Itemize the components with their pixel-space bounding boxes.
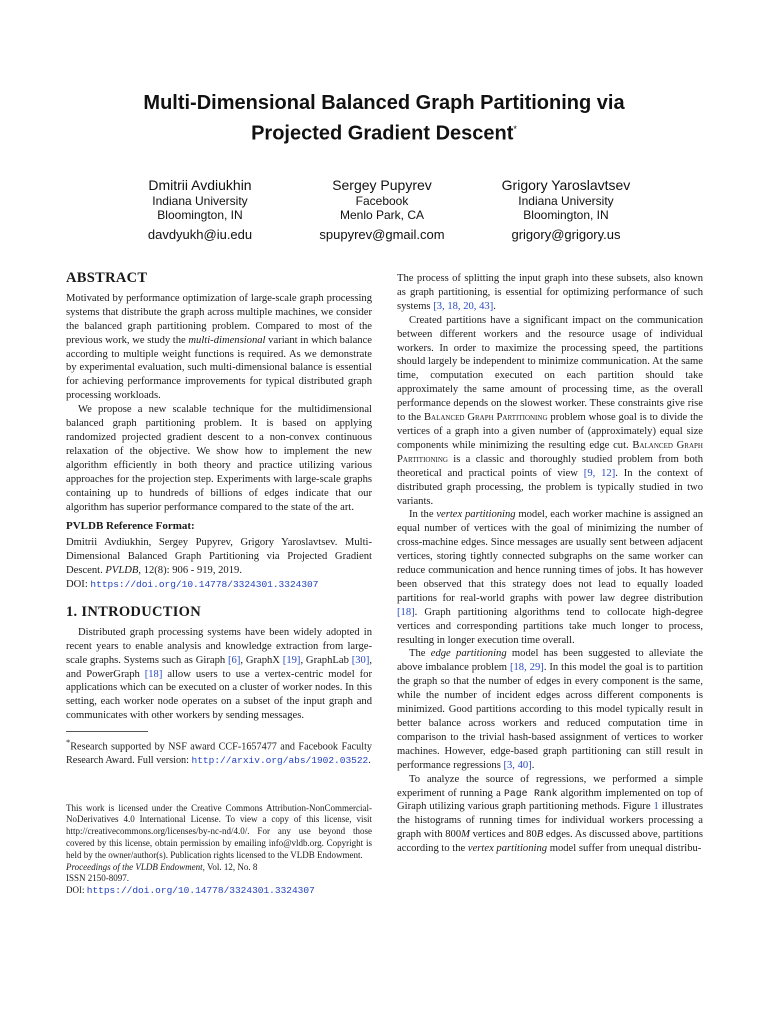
author-affiliation: Facebook: [355, 194, 409, 208]
pvldb-reference: Dmitrii Avdiukhin, Sergey Pupyrev, Grigory Yaroslavtsev. Multi-Dimensional Balanced Graph Partitioning via Projected Gradient Descent. PVLDB, 12(8): 906 - 919, 2019. DOI: https://doi.org/10.14778/3324301.3324307: [66, 537, 372, 591]
problem-name: Balanced Graph Partitioning: [397, 439, 703, 465]
figure-link[interactable]: 1: [653, 801, 659, 813]
title-line-2: Projected Gradient Descent*: [251, 122, 517, 145]
author-email: davdyukh@iu.edu: [147, 227, 253, 242]
author-email: grigory@grigory.us: [511, 227, 621, 242]
right-column: [397, 272, 703, 856]
body-paragraph-3: In the vertex partitioning model, each worker machine is assigned an equal number of vertices with the goal of minimizing the number of cross-machine edges. Since messages are usually sent between adjacent vertices, storing tightly connected subgraphs on the same worker can reduce communication and hence running times of jobs. It has however been observed that this strategy does not lead to equally loaded partitions for real-world graphs with power law degree distribution [18]. Graph partitioning algorithms tend to collocate high-degree vertices and corresponding partitions take much longer to process, resulting in longer execution time overall.: [397, 509, 703, 646]
body-paragraph-1: The process of splitting the input graph into these subsets, also known as graph partitioning, is essential for optimizing performance of such systems [3, 18, 20, 43].: [397, 273, 703, 312]
abstract-heading: ABSTRACT: [66, 270, 148, 286]
author-location: Bloomington, IN: [157, 208, 243, 222]
citation-link[interactable]: [18, 29]: [509, 662, 544, 674]
code-term: Page Rank: [503, 787, 558, 799]
left-column: [66, 272, 372, 897]
paper-title: [0, 90, 768, 147]
body-paragraph-4: The edge partitioning model has been suggested to alleviate the above imbalance problem [18, 29]. In this model the goal is to partition the graph so that the number of edges in every component is the same, while the number of incident edges across different components is minimized. Good partitions according to this model typically result in better balance across workers and reduced computation time in comparison to the trivial hash-based assignment of vertices to worker machines. However, edge-based graph partitioning can still result in performance regressions [3, 40].: [397, 648, 704, 771]
pvldb-heading: PVLDB Reference Format:: [66, 520, 195, 533]
citation-link[interactable]: [3, 40]: [503, 759, 532, 771]
introduction-paragraph: Distributed graph processing systems have been widely adopted in recent years to enable analysis and knowledge extraction from large-scale graphs. Systems such as Giraph [6], GraphX [19], GraphLab [30], and PowerGraph [18] allow users to use a vertex-centric model for applications which can be executed on a cluster of worker nodes. In this setting, each worker node operates on a subset of the input graph and communicates with other workers by sending messages.: [66, 626, 373, 722]
pvldb-doi-link[interactable]: https://doi.org/10.14778/3324301.3324307: [90, 579, 319, 591]
author-name: Dmitrii Avdiukhin: [148, 177, 252, 193]
abstract-paragraph-1: Motivated by performance optimization of large-scale graph processing systems that distribute the graph across multiple machines, we consider the balanced graph partitioning problem. Compared to most of the previous work, we study the multi-dimensional variant in which balance according to multiple weight functions is required. As we demonstrate by experimental evaluation, such multi-dimensional balance is essential for achieving performance improvements for typical distributed graph processing workloads.: [66, 292, 372, 402]
citation-link[interactable]: [18]: [144, 668, 163, 680]
author-location: Bloomington, IN: [523, 208, 609, 222]
author-1: [110, 176, 290, 244]
footnote: *Research supported by NSF award CCF-1657477 and Facebook Faculty Research Award. Full version: http://arxiv.org/abs/1902.03522.: [66, 737, 372, 766]
citation-link[interactable]: [3, 18, 20, 43]: [433, 300, 494, 312]
introduction-heading: 1. INTRODUCTION: [66, 603, 202, 620]
author-name: Grigory Yaroslavtsev: [501, 177, 631, 193]
title-footnote-mark: *: [513, 124, 517, 134]
issn-line: ISSN 2150-8097.: [66, 873, 130, 884]
author-3: [476, 176, 656, 244]
citation-link[interactable]: [30]: [351, 654, 370, 666]
license-doi: DOI: https://doi.org/10.14778/3324301.3324307: [66, 885, 315, 897]
arxiv-link[interactable]: http://arxiv.org/abs/1902.03522: [191, 754, 369, 766]
abstract-paragraph-2: We propose a new scalable technique for the multidimensional balanced graph partitioning problem. It is based on applying randomized projected gradient descent to a non-convex continuous relaxation of the objective. We show how to implement the new algorithm efficiently in both theory and practice utilizing various approaches for the projection step. Experiments with large-scale graphs containing up to hundreds of billions of edges indicate that our algorithm has superior performance compared to the state of the art.: [66, 404, 372, 513]
footnote-divider: [66, 731, 148, 732]
author-name: Sergey Pupyrev: [332, 177, 432, 193]
author-2: [292, 176, 472, 244]
license-text: This work is licensed under the Creative Commons Attribution-NonCommercial-NoDerivatives 4.0 International License. To view a copy of this license, visit http://creativecommons.org/licenses/by-nc-nd/4.0/. For any use beyond those covered by this license, obtain permission by emailing info@vldb.org. Copyright is held by the owner/author(s). Publication rights licensed to the VLDB Endowment.: [66, 802, 372, 860]
body-paragraph-5: To analyze the source of regressions, we performed a simple experiment of running a Page Rank algorithm implemented on top of Giraph utilizing various graph partitioning methods. Figure 1 illustrates the histograms of running times for individual workers processing a graph with 800M vertices and 80B edges. As discussed above, partitions according to the vertex partitioning model suffer from unequal distribu-: [397, 773, 704, 855]
citation-link[interactable]: [6]: [228, 654, 241, 666]
citation-link[interactable]: [18]: [397, 606, 415, 618]
citation-link[interactable]: [9, 12]: [583, 467, 616, 479]
author-affiliation: Indiana University: [518, 194, 614, 208]
problem-name: Balanced Graph Partitioning: [423, 412, 548, 424]
author-email: spupyrev@gmail.com: [319, 227, 445, 242]
license-doi-link[interactable]: https://doi.org/10.14778/3324301.3324307: [86, 885, 315, 897]
title-line-1: Multi-Dimensional Balanced Graph Partitioning via: [143, 92, 625, 114]
body-paragraph-2: Created partitions have a significant impact on the communication between different workers and the resource usage of individual workers. In order to maximize the processing speed, the partitions should largely be independent to minimize communication. At the same time, computation executed on each partition should take approximately the same amount of processing time, as the overall performance depends on the slowest worker. These constraints give rise to the Balanced Graph Partitioning problem whose goal is to divide the vertices of a graph into a given number of (approximately) equal size components while minimizing the resulting edge cut. Balanced Graph Partitioning is a classic and thoroughly studied problem from both theoretical and practical points of view [9, 12]. In the context of distributed graph processing, the problem is typically studied in two variants.: [397, 314, 704, 507]
author-location: Menlo Park, CA: [339, 208, 425, 222]
license-block: [66, 803, 372, 897]
author-affiliation: Indiana University: [152, 194, 248, 208]
proceedings-line: Proceedings of the VLDB Endowment, Vol. 12, No. 8: [66, 861, 258, 872]
citation-link[interactable]: [19]: [282, 654, 301, 666]
